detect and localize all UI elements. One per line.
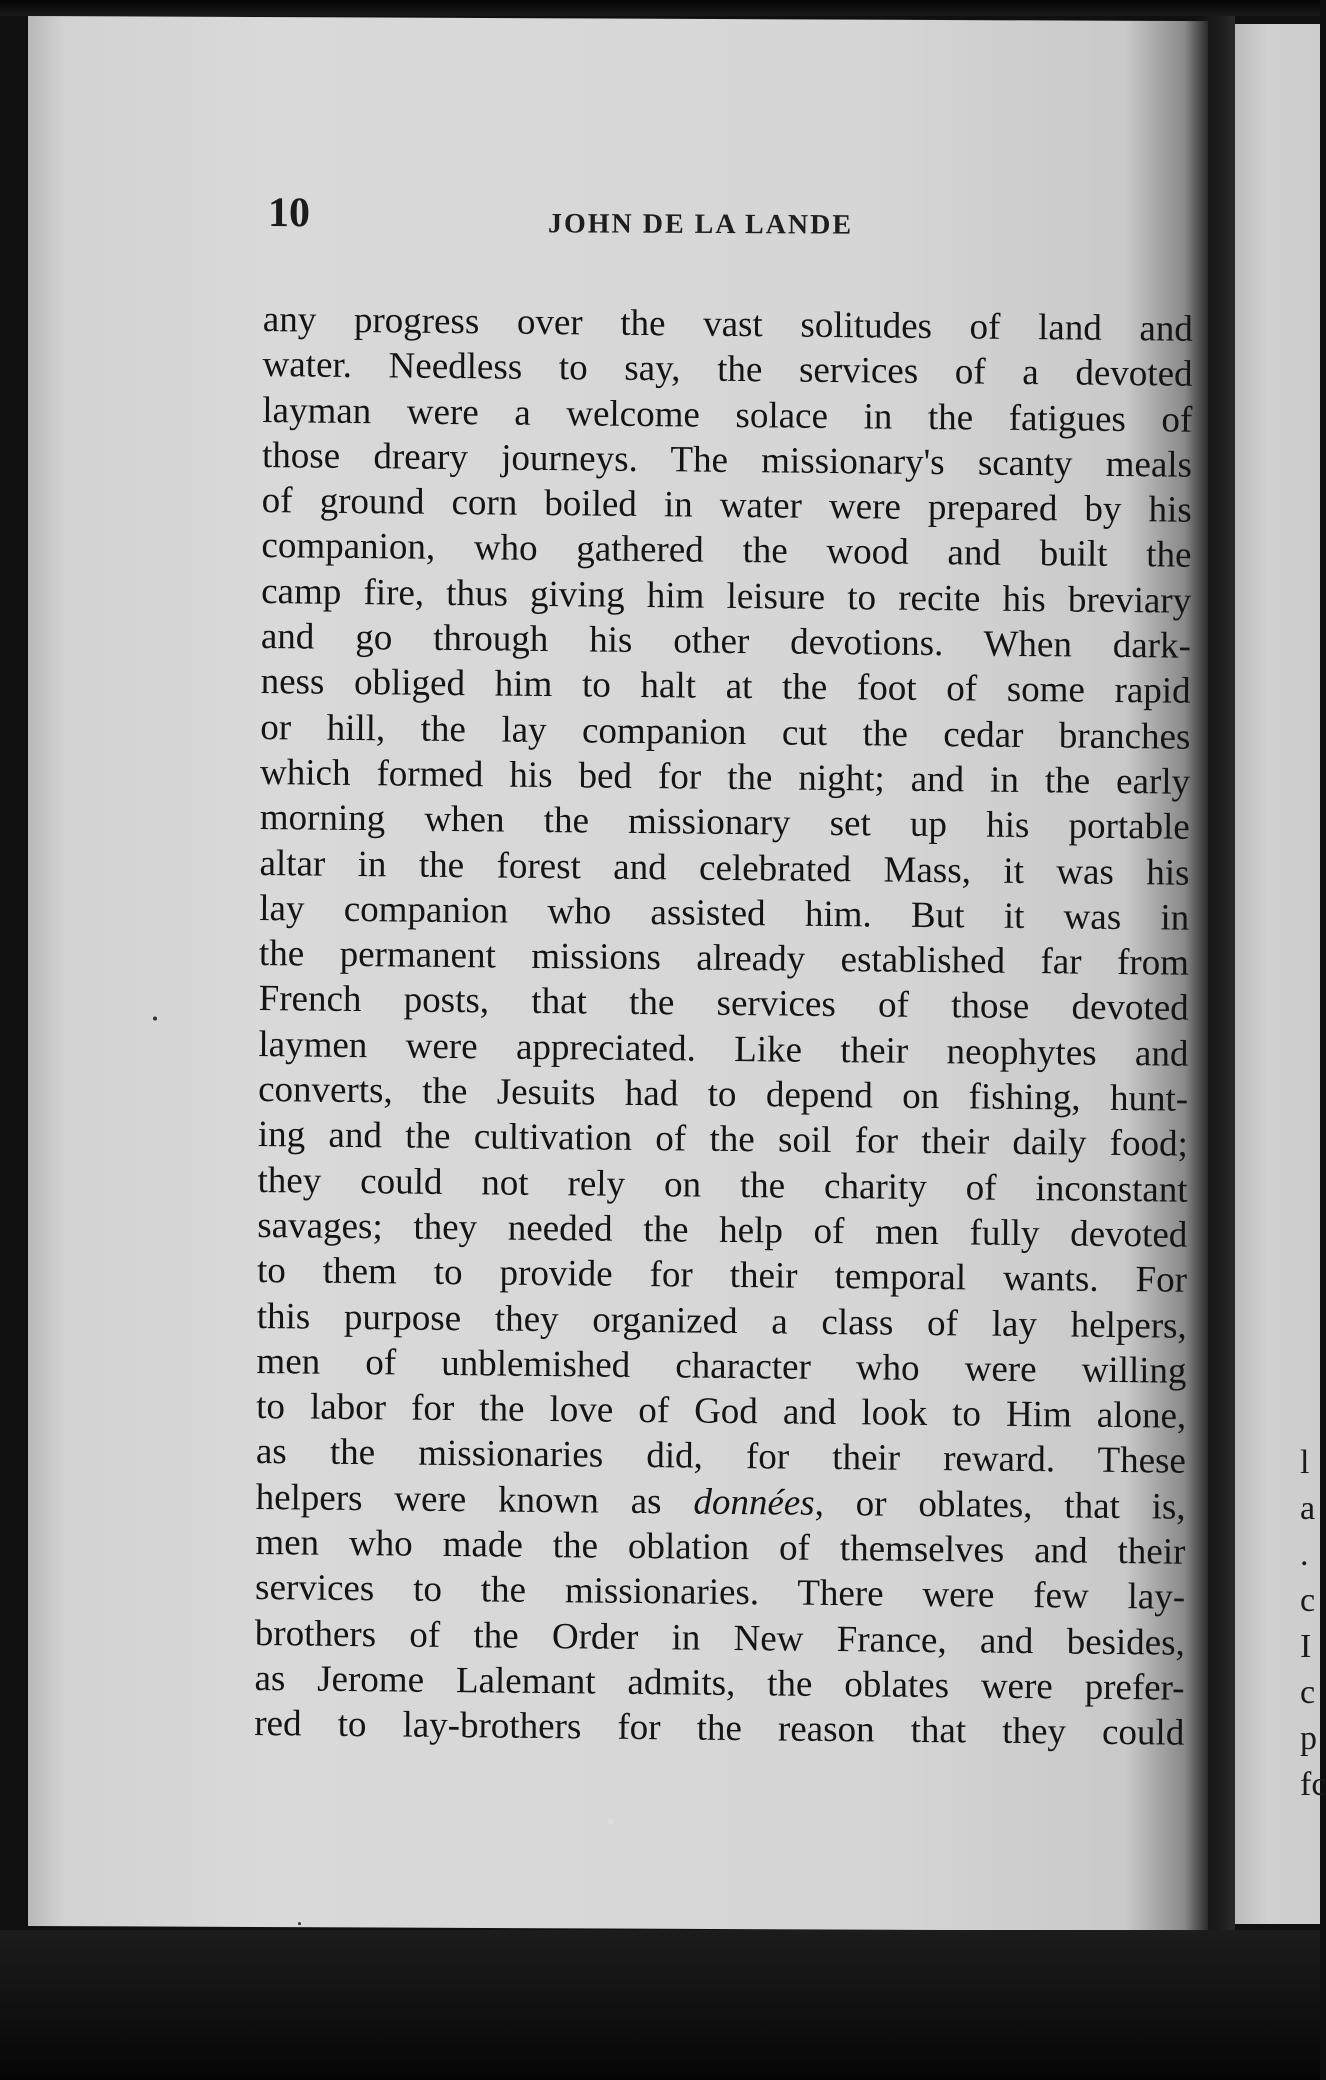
- text-line: ing and the cultivation of the soil for their daily food;: [257, 1114, 1188, 1166]
- text-line: to labor for the love of God and look to Him alone,: [256, 1386, 1187, 1437]
- italic-term: données: [693, 1481, 815, 1524]
- text-line: water. Needless to say, the services of a devoted: [262, 344, 1193, 396]
- text-line: altar in the forest and celebrated Mass, it was his: [259, 842, 1190, 894]
- text-line: companion, who gathered the wood and built the: [261, 525, 1192, 577]
- paper-speck: [298, 1922, 301, 1925]
- fragment: . c: [1300, 1536, 1316, 1619]
- text-line: which formed his bed for the night; and in the early: [259, 751, 1191, 803]
- text-line: they could not rely on the charity of inconstant: [257, 1159, 1188, 1211]
- facing-page-fragments: [1300, 1440, 1326, 1808]
- text-line: red to lay-brothers for the reason that they could: [254, 1703, 1185, 1754]
- fragment: I: [1300, 1628, 1312, 1665]
- text-line: the permanent missions already established far from: [258, 933, 1190, 984]
- paper-speck: [608, 1819, 614, 1825]
- page-number: 10: [268, 190, 310, 237]
- text-line: men who made the oblation of themselves and their: [255, 1521, 1186, 1573]
- text-line: camp fire, thus giving him leisure to recite his breviary: [261, 570, 1192, 622]
- fragment: fc: [1300, 1766, 1326, 1803]
- text-line: this purpose they organized a class of lay helpers,: [256, 1295, 1187, 1347]
- text-line: or hill, the lay companion cut the cedar branches: [260, 706, 1191, 758]
- fragment: l: [1300, 1444, 1310, 1481]
- text-line: laymen were appreciated. Like their neophytes and: [258, 1023, 1189, 1075]
- text-line: savages; they needed the help of men fully devoted: [257, 1204, 1188, 1256]
- text-line: to them to provide for their temporal wants. For: [256, 1250, 1188, 1301]
- text-line: those dreary journeys. The missionary's scanty meals: [261, 434, 1193, 486]
- text-line: any progress over the vast solitudes of land and: [262, 299, 1193, 350]
- text-line: layman were a welcome solace in the fatigues of: [262, 389, 1193, 441]
- fragment: p: [1300, 1720, 1317, 1757]
- text-line: converts, the Jesuits had to depend on fishing, hunt-: [258, 1069, 1189, 1120]
- fragment: a: [1300, 1490, 1316, 1527]
- paper-speck: [153, 1017, 157, 1021]
- running-head: JOHN DE LA LANDE: [548, 208, 854, 241]
- text-line: as the missionaries did, for their reward. These: [255, 1431, 1187, 1483]
- bottom-shadow: [0, 1930, 1320, 2080]
- text-line: brothers of the Order in New France, and besides,: [254, 1612, 1185, 1664]
- text-line: men of unblemished character who were willing: [256, 1340, 1187, 1392]
- text-line: and go through his other devotions. When dark-: [260, 616, 1192, 667]
- text-line: helpers were known as données, or oblates, that is,: [255, 1476, 1186, 1528]
- top-shadow: [0, 0, 1320, 16]
- body-text: [254, 297, 1193, 1756]
- text-line: services to the missionaries. There were few lay-: [254, 1567, 1186, 1619]
- fragment: c: [1300, 1674, 1316, 1711]
- text-line: French posts, that the services of those devoted: [258, 978, 1189, 1030]
- text-line: as Jerome Lalemant admits, the oblates were prefer-: [254, 1657, 1185, 1709]
- book-page: [28, 16, 1208, 1931]
- text-line: lay companion who assisted him. But it was in: [259, 887, 1190, 939]
- text-line: morning when the missionary set up his portable: [259, 797, 1190, 849]
- text-line: ness obliged him to halt at the foot of some rapid: [260, 661, 1191, 713]
- text-line: of ground corn boiled in water were prepared by his: [261, 480, 1192, 531]
